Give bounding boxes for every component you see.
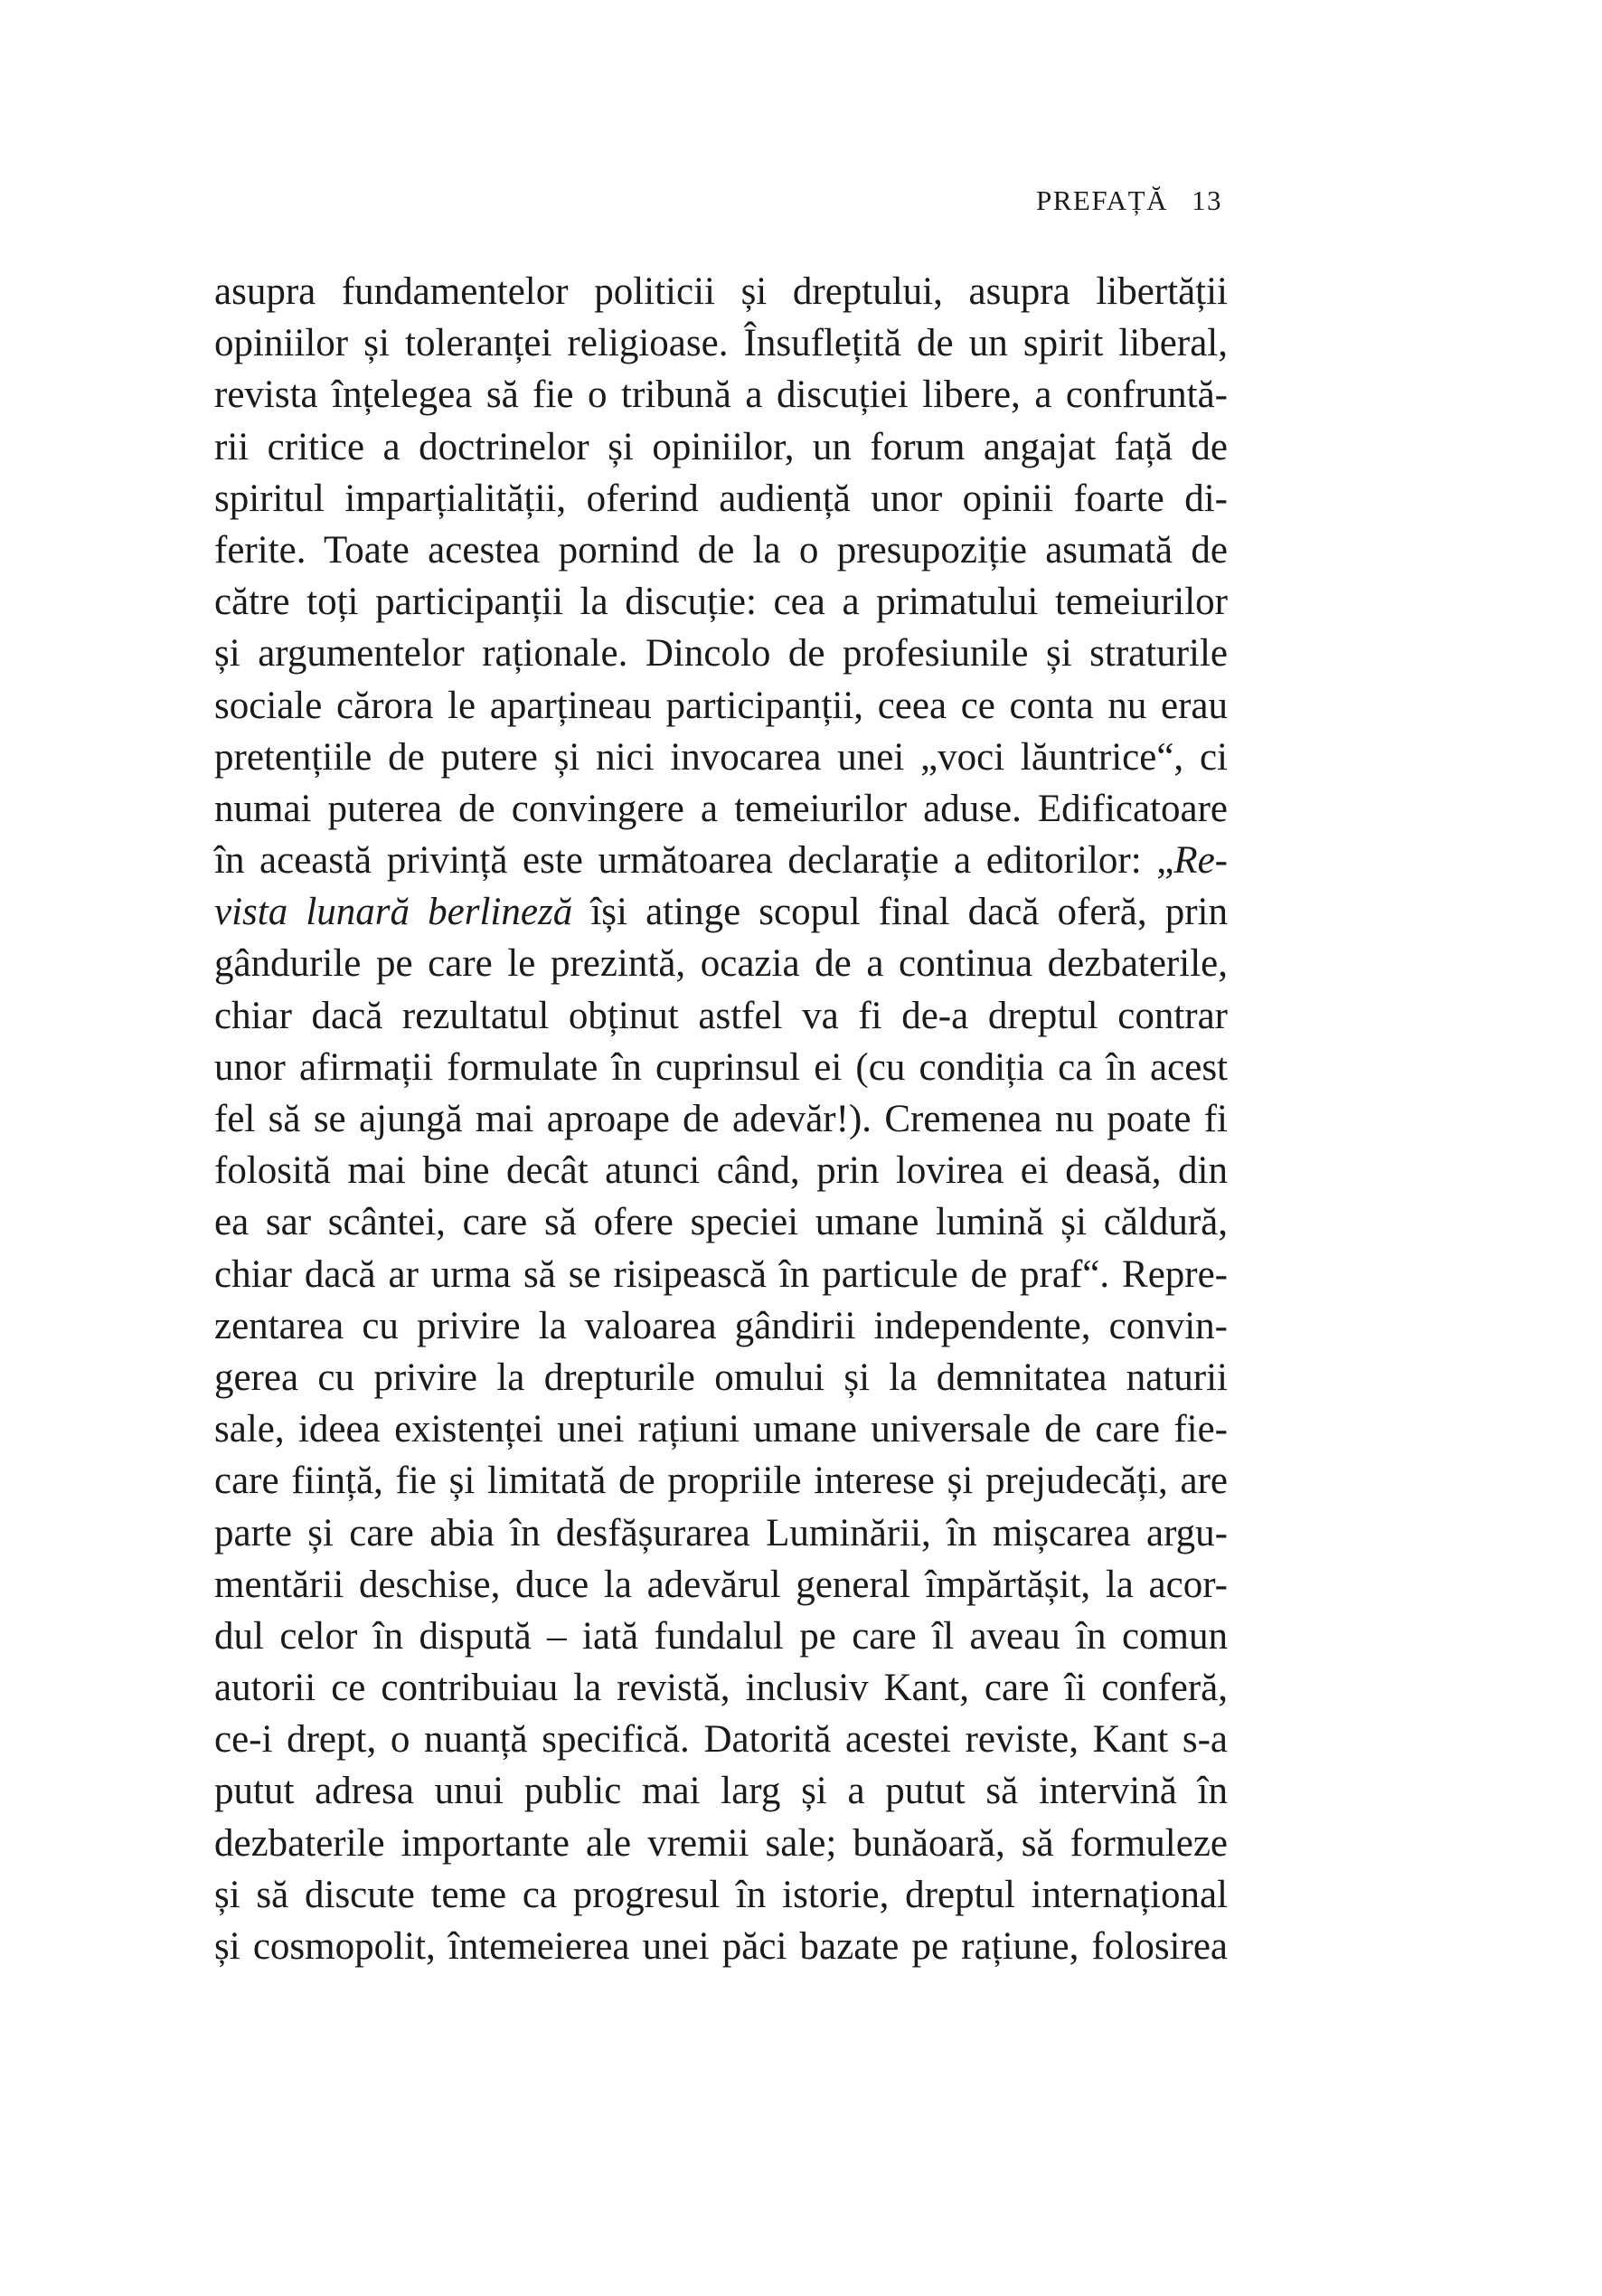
text-line: revista înțelegea să fie o tribună a discuției libere, a confruntă- (214, 373, 1228, 417)
text-line: parte și care abia în desfășurarea Luminării, în mișcarea argu- (214, 1511, 1228, 1554)
text-line: dul celor în dispută – iată fundalul pe care îl aveau în comun (214, 1614, 1228, 1658)
text-line: sale, ideea existenței unei rațiuni umane universale de care fie- (214, 1408, 1228, 1451)
text-line: și cosmopolit, întemeierea unei păci bazate pe rațiune, folosirea (214, 1925, 1228, 1968)
journal-title-italic: Re- (1173, 839, 1228, 883)
text-line: ferite. Toate acestea pornind de la o presupoziție asumată de (214, 528, 1228, 572)
text-line: sociale cărora le aparțineau participanții, ceea ce conta nu erau (214, 684, 1228, 727)
journal-title-italic: vista lunară berlineză (214, 891, 573, 934)
text-line: și să discute teme ca progresul în istorie, dreptul internațional (214, 1873, 1228, 1916)
text-line: ea sar scântei, care să ofere speciei umane lumină și căldură, (214, 1201, 1228, 1244)
text-line-mixed (214, 886, 1228, 938)
text-line: mentării deschise, duce la adevărul general împărtășit, la acor- (214, 1563, 1228, 1606)
text-line: rii critice a doctrinelor și opiniilor, un forum angajat față de (214, 425, 1228, 468)
text-line: gerea cu privire la drepturile omului și la demnitatea naturii (214, 1356, 1228, 1399)
text-line: putut adresa unui public mai larg și a putut să intervină în (214, 1770, 1228, 1813)
text-line: pretențiile de putere și nici invocarea unei „voci lăuntrice“, ci (214, 735, 1228, 779)
text-line: opiniilor și toleranței religioase. Însuflețită de un spirit liberal, (214, 322, 1228, 365)
running-head (1036, 184, 1222, 217)
text-line-mixed (214, 835, 1228, 886)
text-line: zentarea cu privire la valoarea gândirii independente, convin- (214, 1304, 1228, 1347)
text-line: care ființă, fie și limitată de propriile interese și prejudecăți, are (214, 1460, 1228, 1503)
text-line: spiritul imparțialității, oferind audiență unor opinii foarte di- (214, 477, 1228, 520)
text-line: ce-i drept, o nuanță specifică. Datorită acestei reviste, Kant s-a (214, 1718, 1228, 1762)
text-line: chiar dacă rezultatul obținut astfel va fi de-a dreptul contrar (214, 994, 1228, 1037)
text-fragment: în această privință este următoarea declarație a editorilor: „ (214, 839, 1174, 883)
text-line: către toți participanții la discuție: cea a primatului temeiurilor (214, 581, 1228, 624)
text-line: autorii ce contribuiau la revistă, inclusiv Kant, care îi conferă, (214, 1667, 1228, 1710)
text-line: numai puterea de convingere a temeiurilor aduse. Edificatoare (214, 787, 1228, 830)
page-number: 13 (1192, 184, 1222, 216)
text-line: dezbaterile importante ale vremii sale; bunăoară, să formuleze (214, 1821, 1228, 1865)
text-line: și argumentelor raționale. Dincolo de profesiunile și straturile (214, 632, 1228, 676)
text-line: asupra fundamentelor politicii și dreptului, asupra libertății (214, 270, 1228, 313)
text-fragment: își atinge scopul final dacă oferă, prin (572, 891, 1228, 934)
body-text (214, 266, 1228, 1972)
running-head-title: PREFAȚĂ (1035, 184, 1168, 216)
text-line: folosită mai bine decât atunci când, prin lovirea ei deasă, din (214, 1149, 1228, 1193)
text-line: gândurile pe care le prezintă, ocazia de a continua dezbaterile, (214, 942, 1228, 986)
text-line: fel să se ajungă mai aproape de adevăr!). Cremenea nu poate fi (214, 1098, 1228, 1140)
text-line: chiar dacă ar urma să se risipească în particule de praf“. Repre- (214, 1252, 1228, 1296)
text-line: unor afirmații formulate în cuprinsul ei (cu condiția ca în acest (214, 1045, 1228, 1089)
